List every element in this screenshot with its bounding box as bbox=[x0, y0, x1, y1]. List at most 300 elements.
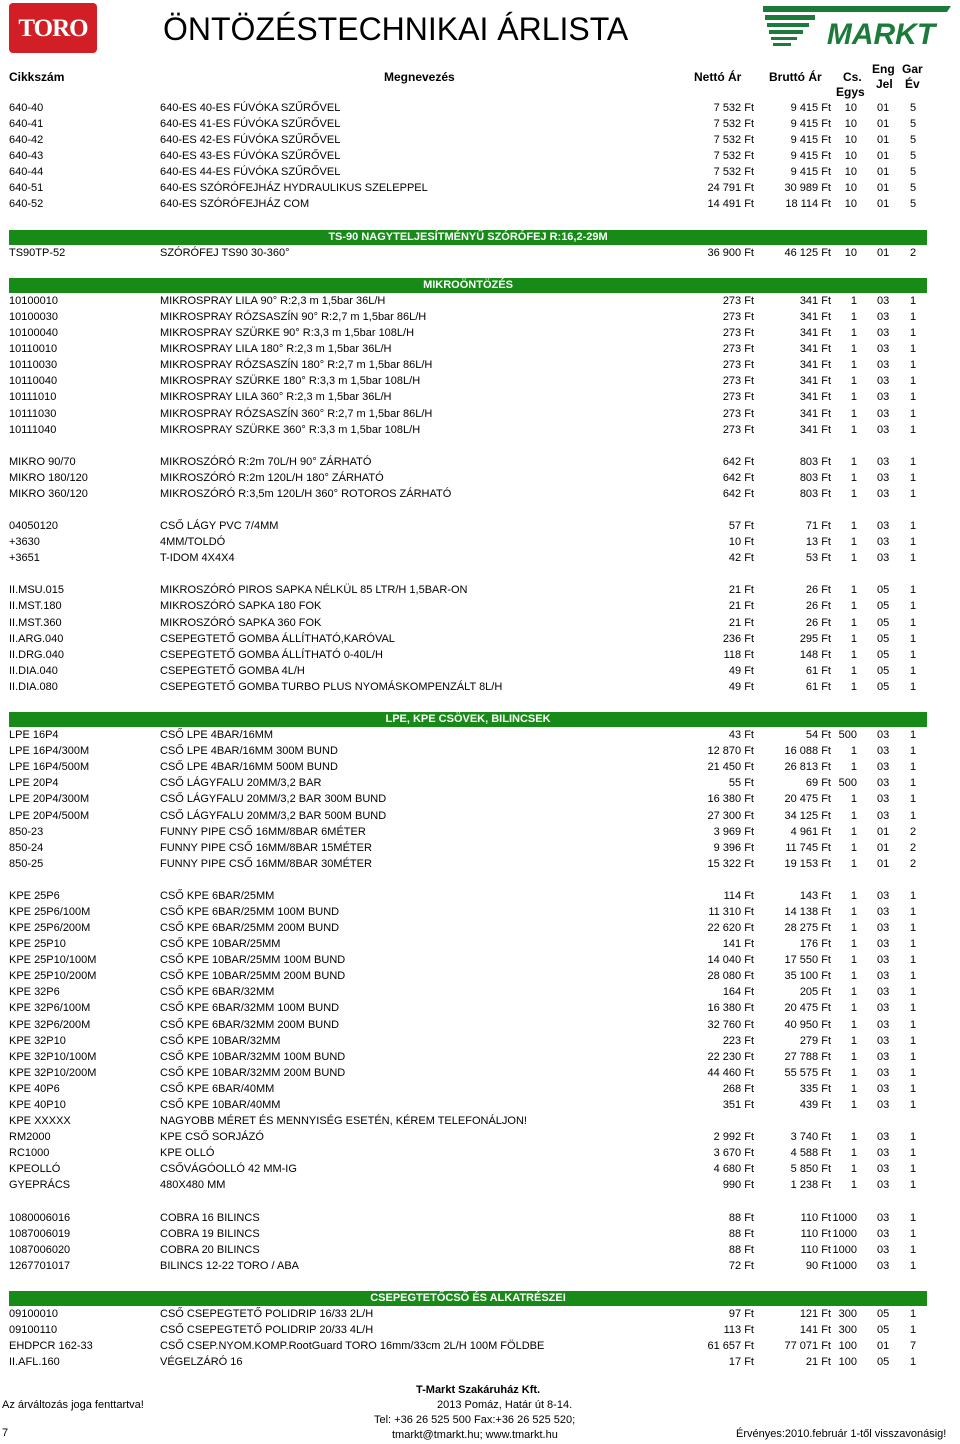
item-gross-price: 9 415 Ft bbox=[790, 166, 831, 179]
item-net-price: 273 Ft bbox=[722, 311, 754, 324]
item-warranty-years: 5 bbox=[909, 166, 917, 179]
item-warranty-years: 1 bbox=[909, 1050, 917, 1063]
table-row bbox=[0, 1033, 960, 1049]
item-warranty-years: 1 bbox=[909, 487, 917, 500]
item-name: MIKROSZÓRÓ R:3,5m 120L/H 360° ROTOROS ZÁRHATÓ bbox=[160, 487, 452, 500]
column-header-unit-line2: Egys bbox=[836, 85, 865, 99]
item-eng-code: 03 bbox=[877, 1227, 890, 1240]
item-warranty-years: 1 bbox=[909, 1131, 917, 1144]
item-name: MIKROSZÓRÓ R:2m 70L/H 90° ZÁRHATÓ bbox=[160, 455, 372, 468]
item-gross-price: 14 138 Ft bbox=[784, 906, 831, 918]
item-eng-code: 03 bbox=[877, 1050, 890, 1063]
item-warranty-years: 1 bbox=[909, 423, 917, 436]
item-warranty-years: 1 bbox=[909, 1259, 917, 1272]
item-code: 10100040 bbox=[9, 327, 58, 340]
table-row bbox=[0, 116, 960, 132]
item-eng-code: 03 bbox=[877, 552, 890, 565]
item-code: LPE 16P4 bbox=[9, 729, 59, 742]
footer-company: T-Markt Szakáruház Kft. bbox=[416, 1384, 541, 1396]
item-pack-unit: 1 bbox=[850, 680, 857, 693]
item-gross-price: 30 989 Ft bbox=[784, 182, 831, 195]
item-net-price: 88 Ft bbox=[728, 1243, 754, 1256]
item-net-price: 7 532 Ft bbox=[713, 166, 754, 179]
item-code: II.AFL.160 bbox=[9, 1356, 60, 1369]
item-code: 640-43 bbox=[9, 150, 44, 163]
item-pack-unit: 1 bbox=[850, 471, 857, 484]
item-net-price: 49 Ft bbox=[728, 664, 754, 677]
item-eng-code: 05 bbox=[877, 600, 890, 613]
item-gross-price: 9 415 Ft bbox=[790, 150, 831, 163]
table-row bbox=[0, 373, 960, 389]
item-net-price: 14 040 Ft bbox=[707, 954, 754, 967]
table-row bbox=[0, 341, 960, 357]
section-header: CSEPEGTETŐCSŐ ÉS ALKATRÉSZEI bbox=[9, 1291, 927, 1306]
item-code: KPE 32P6/100M bbox=[9, 1002, 91, 1015]
table-row bbox=[0, 615, 960, 631]
item-gross-price: 121 Ft bbox=[799, 1308, 831, 1320]
item-code: LPE 20P4/500M bbox=[9, 809, 90, 822]
item-eng-code: 03 bbox=[877, 761, 890, 774]
item-gross-price: 803 Ft bbox=[799, 471, 831, 484]
item-pack-unit: 1 bbox=[850, 906, 857, 918]
item-code: MIKRO 360/120 bbox=[9, 487, 88, 500]
column-header-net: Nettó Ár bbox=[694, 70, 742, 84]
item-gross-price: 20 475 Ft bbox=[784, 793, 831, 806]
item-net-price: 7 532 Ft bbox=[713, 102, 754, 114]
item-eng-code: 03 bbox=[877, 407, 890, 420]
table-row bbox=[0, 1338, 960, 1354]
item-code: KPE 32P10 bbox=[9, 1034, 66, 1047]
item-warranty-years: 1 bbox=[909, 1211, 917, 1224]
item-pack-unit: 300 bbox=[838, 1324, 857, 1337]
item-warranty-years: 2 bbox=[909, 246, 917, 259]
item-pack-unit: 1 bbox=[850, 632, 857, 645]
item-eng-code: 03 bbox=[877, 1002, 890, 1015]
table-row bbox=[0, 422, 960, 438]
item-pack-unit: 1 bbox=[850, 359, 857, 372]
item-net-price: 42 Ft bbox=[728, 552, 754, 565]
item-net-price: 7 532 Ft bbox=[713, 118, 754, 131]
item-eng-code: 03 bbox=[877, 1131, 890, 1144]
item-gross-price: 19 153 Ft bbox=[784, 857, 831, 870]
item-gross-price: 3 740 Ft bbox=[790, 1131, 831, 1144]
table-row bbox=[0, 293, 960, 309]
item-code: +3651 bbox=[9, 552, 40, 565]
item-pack-unit: 1 bbox=[850, 584, 857, 597]
table-row bbox=[0, 582, 960, 598]
item-eng-code: 03 bbox=[877, 1034, 890, 1047]
item-warranty-years: 1 bbox=[909, 391, 917, 404]
item-name: MIKROSPRAY RÓZSASZÍN 90° R:2,7 m 1,5bar 86L/H bbox=[160, 311, 427, 324]
item-net-price: 61 657 Ft bbox=[707, 1340, 754, 1353]
item-warranty-years: 1 bbox=[909, 970, 917, 983]
table-row bbox=[0, 952, 960, 968]
item-net-price: 22 230 Ft bbox=[707, 1050, 754, 1063]
item-code: 640-51 bbox=[9, 182, 44, 195]
item-code: 1087006019 bbox=[9, 1227, 71, 1240]
item-net-price: 14 491 Ft bbox=[707, 198, 754, 211]
item-gross-price: 335 Ft bbox=[799, 1082, 831, 1095]
table-row bbox=[0, 454, 960, 470]
item-code: KPE 25P10/200M bbox=[9, 970, 97, 983]
item-pack-unit: 1 bbox=[850, 311, 857, 324]
item-net-price: 11 310 Ft bbox=[708, 906, 754, 918]
item-name: CSŐ CSEPEGTETŐ POLIDRIP 20/33 4L/H bbox=[160, 1324, 374, 1337]
item-code: KPE 32P10/100M bbox=[9, 1050, 97, 1063]
item-code: 04050120 bbox=[9, 520, 58, 533]
item-name: 480X480 MM bbox=[160, 1179, 226, 1192]
item-code: KPE 25P10/100M bbox=[9, 954, 97, 967]
item-pack-unit: 10 bbox=[844, 166, 857, 179]
item-name: SZÓRÓFEJ TS90 30-360° bbox=[160, 246, 290, 259]
item-warranty-years: 1 bbox=[909, 311, 917, 324]
table-row bbox=[0, 309, 960, 325]
item-net-price: 113 Ft bbox=[723, 1324, 754, 1337]
footer-contact: tmarkt@tmarkt.hu; www.tmarkt.hu bbox=[392, 1429, 558, 1441]
item-name: KPE CSŐ SORJÁZÓ bbox=[160, 1131, 264, 1144]
item-gross-price: 4 961 Ft bbox=[790, 825, 831, 838]
item-warranty-years: 1 bbox=[909, 1002, 917, 1015]
item-pack-unit: 1 bbox=[850, 938, 857, 951]
table-row bbox=[0, 1065, 960, 1081]
item-warranty-years: 1 bbox=[909, 809, 917, 822]
item-pack-unit: 1 bbox=[850, 1163, 857, 1176]
item-warranty-years: 1 bbox=[909, 729, 917, 742]
item-net-price: 24 791 Ft bbox=[707, 182, 754, 195]
item-eng-code: 03 bbox=[877, 922, 890, 935]
item-warranty-years: 1 bbox=[909, 359, 917, 372]
item-eng-code: 01 bbox=[877, 857, 890, 870]
table-row bbox=[0, 1354, 960, 1370]
table-row bbox=[0, 1081, 960, 1097]
item-code: 1267701017 bbox=[9, 1259, 71, 1272]
item-warranty-years: 1 bbox=[909, 761, 917, 774]
item-name: CSŐ LPE 4BAR/16MM 300M BUND bbox=[160, 745, 338, 758]
item-net-price: 44 460 Ft bbox=[707, 1066, 754, 1079]
item-warranty-years: 1 bbox=[909, 407, 917, 420]
item-eng-code: 05 bbox=[877, 680, 890, 693]
item-pack-unit: 1 bbox=[850, 487, 857, 500]
item-gross-price: 341 Ft bbox=[799, 343, 831, 356]
item-warranty-years: 1 bbox=[909, 1308, 917, 1320]
item-name: 640-ES 44-ES FÚVÓKA SZŰRŐVEL bbox=[160, 166, 341, 179]
item-code: 640-52 bbox=[9, 198, 44, 211]
item-code: 10111040 bbox=[9, 423, 57, 436]
item-gross-price: 110 Ft bbox=[800, 1227, 831, 1240]
page-footer bbox=[0, 1378, 960, 1444]
item-net-price: 273 Ft bbox=[722, 343, 754, 356]
item-net-price: 141 Ft bbox=[722, 938, 754, 951]
item-code: TS90TP-52 bbox=[9, 246, 66, 259]
item-gross-price: 9 415 Ft bbox=[790, 102, 831, 114]
item-code: GYEPRÁCS bbox=[9, 1179, 71, 1192]
item-net-price: 3 969 Ft bbox=[713, 825, 754, 838]
item-pack-unit: 10 bbox=[844, 150, 857, 163]
item-eng-code: 03 bbox=[877, 1163, 890, 1176]
table-row bbox=[0, 486, 960, 502]
item-gross-price: 20 475 Ft bbox=[784, 1002, 831, 1015]
item-code: II.MSU.015 bbox=[9, 584, 65, 597]
item-name: CSŐ KPE 10BAR/32MM bbox=[160, 1034, 281, 1047]
item-warranty-years: 7 bbox=[909, 1340, 917, 1353]
item-eng-code: 03 bbox=[877, 359, 890, 372]
item-warranty-years: 1 bbox=[909, 1324, 917, 1337]
item-eng-code: 03 bbox=[877, 471, 890, 484]
item-eng-code: 03 bbox=[877, 938, 890, 951]
item-warranty-years: 1 bbox=[909, 793, 917, 806]
item-name: MIKROSPRAY LILA 180° R:2,3 m 1,5bar 36L/H bbox=[160, 343, 392, 356]
item-eng-code: 01 bbox=[877, 102, 890, 114]
item-gross-price: 439 Ft bbox=[799, 1098, 831, 1111]
item-eng-code: 03 bbox=[877, 970, 890, 983]
table-row bbox=[0, 1017, 960, 1033]
toro-logo-text: TORO bbox=[18, 15, 88, 42]
item-net-price: 268 Ft bbox=[722, 1082, 754, 1095]
item-gross-price: 279 Ft bbox=[799, 1034, 831, 1047]
table-row bbox=[0, 100, 960, 116]
item-eng-code: 03 bbox=[877, 294, 890, 307]
item-net-price: 21 Ft bbox=[728, 616, 754, 629]
item-warranty-years: 5 bbox=[909, 102, 917, 114]
table-row bbox=[0, 936, 960, 952]
item-name: CSŐ KPE 10BAR/32MM 100M BUND bbox=[160, 1050, 346, 1063]
item-name: 640-ES 42-ES FÚVÓKA SZŰRŐVEL bbox=[160, 134, 341, 147]
table-row bbox=[0, 808, 960, 824]
item-name: MIKROSZÓRÓ PIROS SAPKA NÉLKÜL 85 LTR/H 1,5BAR-ON bbox=[160, 584, 468, 597]
item-net-price: 72 Ft bbox=[728, 1259, 754, 1272]
item-eng-code: 03 bbox=[877, 423, 890, 436]
item-gross-price: 341 Ft bbox=[799, 311, 831, 324]
item-name: CSEPEGTETŐ GOMBA 4L/H bbox=[160, 664, 305, 677]
item-code: KPE 40P6 bbox=[9, 1082, 60, 1095]
item-net-price: 49 Ft bbox=[728, 680, 754, 693]
table-row bbox=[0, 164, 960, 180]
item-name: MIKROSZÓRÓ R:2m 120L/H 180° ZÁRHATÓ bbox=[160, 471, 384, 484]
item-name: 640-ES 43-ES FÚVÓKA SZŰRŐVEL bbox=[160, 150, 341, 163]
item-pack-unit: 1 bbox=[850, 857, 857, 870]
item-name: KPE OLLÓ bbox=[160, 1147, 215, 1160]
table-row bbox=[0, 245, 960, 261]
item-pack-unit: 1 bbox=[850, 841, 857, 854]
item-warranty-years: 1 bbox=[909, 471, 917, 484]
item-net-price: 28 080 Ft bbox=[707, 970, 754, 983]
table-row bbox=[0, 968, 960, 984]
item-name: FUNNY PIPE CSŐ 16MM/8BAR 30MÉTER bbox=[160, 857, 372, 870]
item-name: 4MM/TOLDÓ bbox=[160, 536, 226, 549]
page-number: 7 bbox=[2, 1427, 9, 1439]
item-gross-price: 803 Ft bbox=[799, 455, 831, 468]
item-code: 640-41 bbox=[9, 118, 44, 131]
item-eng-code: 03 bbox=[877, 729, 890, 742]
item-name: MIKROSZÓRÓ SAPKA 360 FOK bbox=[160, 616, 322, 629]
item-pack-unit: 1 bbox=[850, 986, 857, 999]
item-gross-price: 21 Ft bbox=[805, 1356, 831, 1369]
item-code: 10110010 bbox=[9, 343, 58, 356]
column-header-eng-line2: Jel bbox=[876, 77, 893, 91]
table-row bbox=[0, 1161, 960, 1177]
item-eng-code: 01 bbox=[877, 150, 890, 163]
item-code: II.DIA.080 bbox=[9, 680, 58, 693]
table-row bbox=[0, 920, 960, 936]
item-eng-code: 03 bbox=[877, 1147, 890, 1160]
table-row bbox=[0, 1242, 960, 1258]
table-row bbox=[0, 180, 960, 196]
item-code: KPE 25P6/200M bbox=[9, 922, 91, 935]
item-code: 09100110 bbox=[9, 1324, 58, 1337]
item-eng-code: 03 bbox=[877, 375, 890, 388]
item-eng-code: 03 bbox=[877, 793, 890, 806]
item-gross-price: 17 550 Ft bbox=[784, 954, 831, 967]
item-gross-price: 5 850 Ft bbox=[790, 1163, 831, 1176]
item-code: LPE 16P4/500M bbox=[9, 761, 90, 774]
t-markt-logo-text: MARKT bbox=[826, 18, 936, 51]
item-warranty-years: 1 bbox=[909, 986, 917, 999]
item-warranty-years: 1 bbox=[909, 1356, 917, 1369]
item-pack-unit: 1 bbox=[850, 455, 857, 468]
item-eng-code: 03 bbox=[877, 327, 890, 340]
item-code: KPE 32P6/200M bbox=[9, 1018, 91, 1031]
item-warranty-years: 1 bbox=[909, 1066, 917, 1079]
item-pack-unit: 1 bbox=[850, 327, 857, 340]
item-net-price: 351 Ft bbox=[722, 1098, 754, 1111]
item-gross-price: 9 415 Ft bbox=[790, 118, 831, 131]
table-row bbox=[0, 148, 960, 164]
item-gross-price: 110 Ft bbox=[800, 1243, 831, 1256]
item-code: KPE 25P6 bbox=[9, 889, 60, 902]
table-row bbox=[0, 196, 960, 212]
column-header-gar-line1: Gar bbox=[902, 62, 923, 76]
section-header: TS-90 NAGYTELJESÍTMÉNYŰ SZÓRÓFEJ R:16,2-29M bbox=[9, 230, 927, 245]
table-row bbox=[0, 325, 960, 341]
table-row bbox=[0, 791, 960, 807]
item-name: MIKROSPRAY RÓZSASZÍN 360° R:2,7 m 1,5bar 86L/H bbox=[160, 407, 433, 420]
table-row bbox=[0, 743, 960, 759]
item-eng-code: 05 bbox=[877, 632, 890, 645]
item-gross-price: 35 100 Ft bbox=[784, 970, 831, 983]
table-row bbox=[0, 824, 960, 840]
item-name: MIKROSPRAY SZÜRKE 360° R:3,3 m 1,5bar 108L/H bbox=[160, 423, 421, 436]
item-eng-code: 01 bbox=[877, 182, 890, 195]
item-net-price: 114 Ft bbox=[723, 889, 754, 902]
item-eng-code: 05 bbox=[877, 584, 890, 597]
item-code: 10110040 bbox=[9, 375, 58, 388]
item-gross-price: 71 Ft bbox=[805, 520, 831, 533]
item-eng-code: 01 bbox=[877, 118, 890, 131]
item-net-price: 4 680 Ft bbox=[713, 1163, 754, 1176]
item-net-price: 642 Ft bbox=[722, 487, 754, 500]
item-eng-code: 03 bbox=[877, 986, 890, 999]
item-gross-price: 341 Ft bbox=[799, 327, 831, 340]
item-name: 640-ES 41-ES FÚVÓKA SZŰRŐVEL bbox=[160, 118, 341, 131]
item-warranty-years: 1 bbox=[909, 1018, 917, 1031]
item-gross-price: 16 088 Ft bbox=[784, 745, 831, 758]
item-warranty-years: 1 bbox=[909, 648, 917, 661]
item-code: 10100030 bbox=[9, 311, 58, 324]
section-header: LPE, KPE CSÖVEK, BILINCSEK bbox=[9, 712, 927, 727]
item-warranty-years: 1 bbox=[909, 294, 917, 307]
item-name: CSŐ KPE 10BAR/40MM bbox=[160, 1098, 281, 1111]
item-pack-unit: 10 bbox=[844, 118, 857, 131]
item-net-price: 10 Ft bbox=[728, 536, 754, 549]
item-gross-price: 341 Ft bbox=[799, 423, 831, 436]
item-warranty-years: 1 bbox=[909, 1179, 917, 1192]
item-eng-code: 03 bbox=[877, 455, 890, 468]
item-pack-unit: 1 bbox=[850, 600, 857, 613]
item-net-price: 273 Ft bbox=[722, 375, 754, 388]
table-row bbox=[0, 470, 960, 486]
item-net-price: 21 Ft bbox=[728, 584, 754, 597]
item-net-price: 16 380 Ft bbox=[707, 1002, 754, 1015]
table-row bbox=[0, 1097, 960, 1113]
item-name: NAGYOBB MÉRET ÉS MENNYISÉG ESETÉN, KÉREM TELEFONÁLJON! bbox=[160, 1115, 527, 1128]
item-warranty-years: 1 bbox=[909, 1243, 917, 1256]
table-row bbox=[0, 679, 960, 695]
table-row bbox=[0, 663, 960, 679]
table-row bbox=[0, 840, 960, 856]
item-code: II.ARG.040 bbox=[9, 632, 64, 645]
item-warranty-years: 5 bbox=[909, 198, 917, 211]
item-warranty-years: 1 bbox=[909, 889, 917, 902]
item-net-price: 21 450 Ft bbox=[707, 761, 754, 774]
item-pack-unit: 1 bbox=[850, 648, 857, 661]
item-net-price: 273 Ft bbox=[722, 407, 754, 420]
table-row bbox=[0, 1129, 960, 1145]
item-pack-unit: 1 bbox=[850, 1082, 857, 1095]
item-gross-price: 341 Ft bbox=[799, 391, 831, 404]
item-code: KPE XXXXX bbox=[9, 1115, 71, 1128]
item-gross-price: 61 Ft bbox=[805, 664, 831, 677]
item-name: BILINCS 12-22 TORO / ABA bbox=[160, 1259, 299, 1272]
item-eng-code: 03 bbox=[877, 954, 890, 967]
item-name: T-IDOM 4X4X4 bbox=[160, 552, 235, 565]
table-row bbox=[0, 775, 960, 791]
item-code: KPE 25P6/100M bbox=[9, 906, 91, 918]
item-gross-price: 77 071 Ft bbox=[784, 1340, 831, 1353]
item-name: 640-ES SZÓRÓFEJHÁZ COM bbox=[160, 198, 310, 211]
item-name: COBRA 20 BILINCS bbox=[160, 1243, 260, 1256]
item-net-price: 9 396 Ft bbox=[713, 841, 754, 854]
item-warranty-years: 1 bbox=[909, 1147, 917, 1160]
item-eng-code: 01 bbox=[877, 134, 890, 147]
item-eng-code: 03 bbox=[877, 343, 890, 356]
item-code: MIKRO 90/70 bbox=[9, 455, 76, 468]
item-gross-price: 28 275 Ft bbox=[784, 922, 831, 935]
item-net-price: 57 Ft bbox=[728, 520, 754, 533]
item-gross-price: 341 Ft bbox=[799, 375, 831, 388]
item-warranty-years: 1 bbox=[909, 1098, 917, 1111]
item-pack-unit: 1 bbox=[850, 1050, 857, 1063]
item-code: 850-25 bbox=[9, 857, 44, 870]
item-eng-code: 05 bbox=[877, 1324, 890, 1337]
item-code: 09100010 bbox=[9, 1308, 58, 1320]
item-name: FUNNY PIPE CSŐ 16MM/8BAR 15MÉTER bbox=[160, 841, 372, 854]
item-pack-unit: 1 bbox=[850, 1147, 857, 1160]
item-gross-price: 13 Ft bbox=[805, 536, 831, 549]
item-name: CSŐ CSEPEGTETŐ POLIDRIP 16/33 2L/H bbox=[160, 1308, 374, 1320]
table-row bbox=[0, 631, 960, 647]
item-warranty-years: 5 bbox=[909, 182, 917, 195]
item-warranty-years: 1 bbox=[909, 327, 917, 340]
item-name: CSŐ KPE 10BAR/25MM bbox=[160, 938, 281, 951]
table-row bbox=[0, 550, 960, 566]
item-warranty-years: 1 bbox=[909, 536, 917, 549]
item-code: KPEOLLÓ bbox=[9, 1163, 61, 1176]
item-code: 640-40 bbox=[9, 102, 44, 114]
item-net-price: 118 Ft bbox=[723, 648, 754, 661]
item-net-price: 273 Ft bbox=[722, 327, 754, 340]
item-code: 640-44 bbox=[9, 166, 44, 179]
item-pack-unit: 100 bbox=[838, 1340, 857, 1353]
